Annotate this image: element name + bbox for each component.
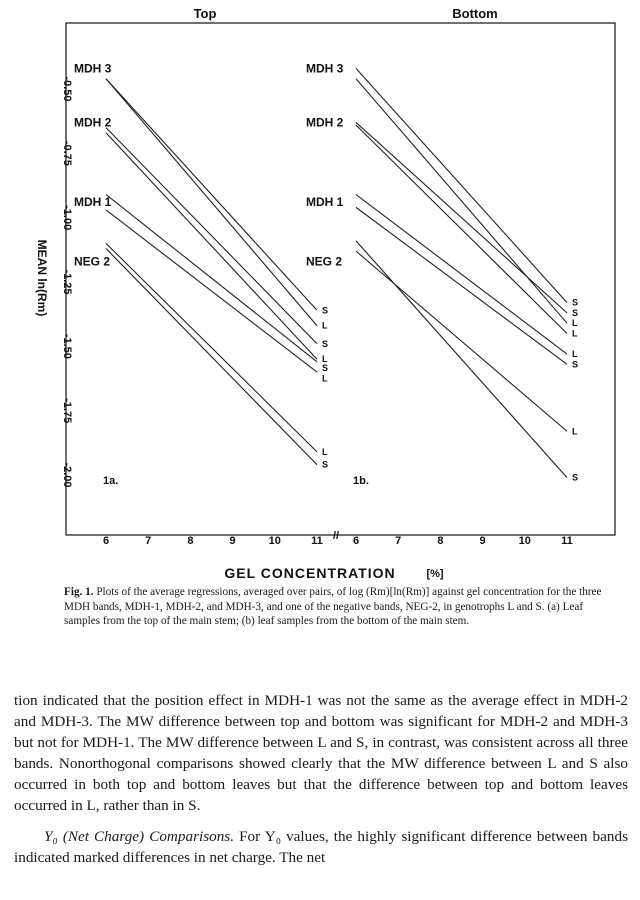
y-axis-title: MEAN ln(Rm) [35,239,49,317]
panel-title-top: Top [193,6,217,21]
band-label: MDH 1 [74,195,112,210]
regression-line [356,68,567,302]
body-text [14,690,628,868]
y-tick-label: -1.50 [61,333,73,359]
band-label: NEG 2 [74,254,111,269]
series-end-label: S [322,338,329,349]
series-end-label: S [322,305,329,316]
paragraph-2-text: For Y₀ values, the highly significant difference between bands indicated marked differences in net charge. The net [14,828,628,866]
band-label: NEG 2 [306,254,343,269]
band-label: MDH 3 [74,61,112,76]
regression-line [106,79,317,326]
x-tick-label: 7 [145,535,152,547]
regression-line [106,249,317,465]
x-tick-label: 11 [561,535,573,547]
x-tick-label: 9 [479,535,486,547]
panel-label: 1b. [353,475,369,487]
panel-title-bottom: Bottom [452,6,498,21]
regression-line [106,133,317,359]
y-tick-label: -1.00 [61,205,73,231]
x-tick-label: 11 [311,535,323,547]
plot-frame [66,23,615,535]
regression-line [106,128,317,344]
axis-break-mark: // [332,530,340,542]
x-tick-label: 6 [352,535,360,547]
series-end-label: L [322,373,328,384]
regression-line [106,195,317,362]
band-label: MDH 1 [306,195,344,210]
series-end-label: L [572,349,578,360]
regression-line [356,195,567,355]
x-axis-unit: [%] [426,568,444,580]
x-tick-label: 8 [187,535,194,547]
series-end-label: L [322,446,328,457]
series-end-label: S [322,363,329,374]
y-tick-label: -1.75 [61,398,73,424]
series-end-label: S [322,459,329,470]
x-tick-label: 8 [437,535,444,547]
band-label: MDH 2 [306,115,344,130]
caption-label: Fig. 1. [64,586,94,598]
series-end-label: S [572,307,579,318]
series-end-label: S [572,359,579,370]
x-tick-label: 9 [229,535,236,547]
regression-line [356,122,567,312]
panel-b [306,61,578,547]
y-tick-label: -2.00 [61,462,73,488]
panel-label: 1a. [103,475,119,487]
x-tick-label: 10 [268,535,281,547]
paragraph-1: tion indicated that the position effect in MDH-1 was not the same as the average effect in MDH-2 and MDH-3. The MW difference between top and bottom was significant for MDH-2 and MDH-3 but not for MDH-1. The MW difference between L and S, in contrast, was consistent across all three bands. Nonorthogonal comparisons showed clearly that the MW difference between L and S also occurred in both top and bottom leaves but that the difference between top and bottom leaves occurred in L, rather than in S. [14,692,628,814]
series-end-label: L [322,354,328,365]
x-axis-title: GEL CONCENTRATION [224,565,396,581]
series-end-label: L [322,320,328,331]
x-tick-label: 6 [102,535,110,547]
y-tick-label: -0.75 [61,140,73,166]
y-tick-label: -0.50 [61,76,73,102]
series-end-label: L [572,318,578,329]
series-end-label: S [572,472,579,483]
x-tick-label: 10 [518,535,531,547]
caption-text: Plots of the average regressions, averaged over pairs, of log (Rm)[ln(Rm)] against gel concentration for the three MDH bands, MDH-1, MDH-2, and MDH-3, and one of the negative bands, NEG-2, in genotrophs L and S. (a) Leaf samples from the top of the main stem; (b) leaf samples from the bottom of the main stem. [64,586,602,627]
panel-a [61,61,328,547]
series-end-label: S [572,297,579,308]
band-label: MDH 3 [306,61,344,76]
paragraph-2 [14,826,628,868]
series-end-label: L [572,426,578,437]
y-tick-label: -1.25 [61,269,73,295]
paragraph-2-heading: Y₀ (Net Charge) Comparisons. [44,828,235,845]
series-end-label: L [572,328,578,339]
x-tick-label: 7 [395,535,402,547]
band-label: MDH 2 [74,115,112,130]
regression-line [356,241,567,478]
figure-caption [64,585,614,629]
regression-line [356,125,567,333]
regression-line [106,79,317,311]
